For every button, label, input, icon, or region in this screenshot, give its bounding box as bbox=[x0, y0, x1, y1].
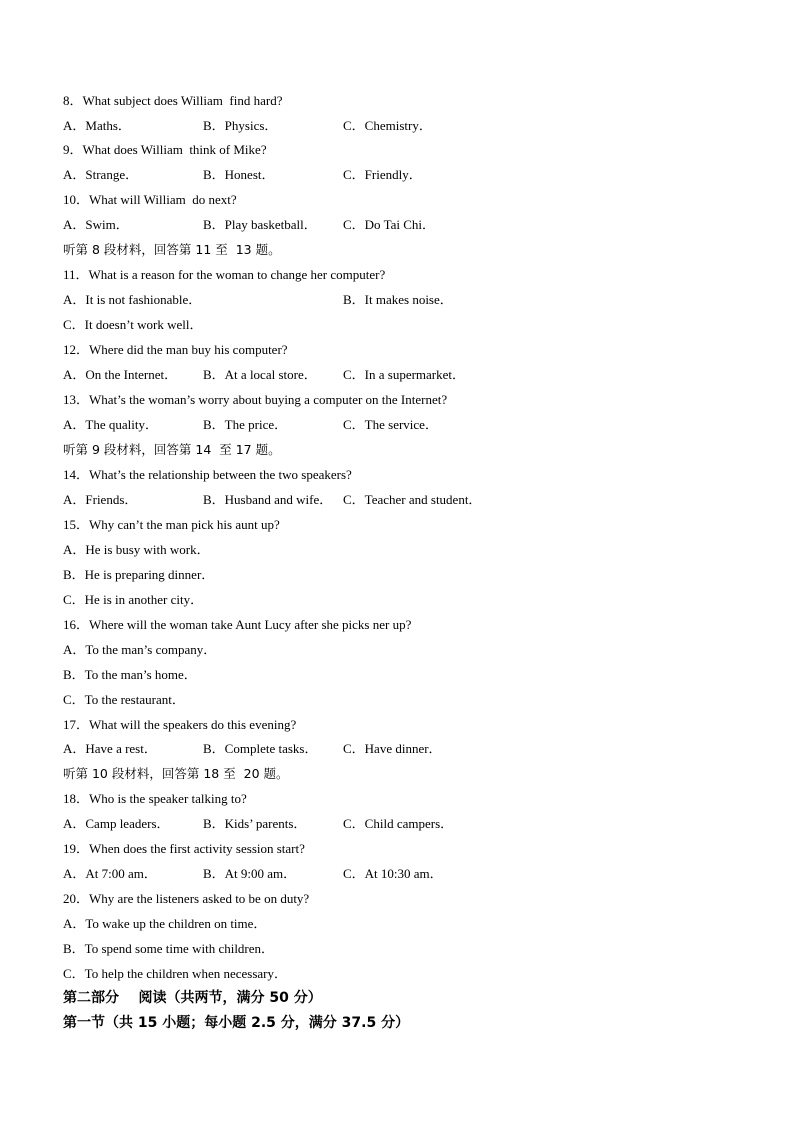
option-a: A．To wake up the children on time． bbox=[63, 916, 267, 931]
option-b: B．Complete tasks． bbox=[203, 741, 318, 756]
option-b: B．The price． bbox=[203, 417, 288, 432]
option-b: B．At 9:00 am． bbox=[203, 866, 297, 881]
question-18: 18．Who is the speaker talking to? bbox=[63, 791, 247, 806]
option-c: C．Have dinner． bbox=[343, 741, 442, 756]
part-2-heading: 第二部分 阅读（共两节，满分 50 分） bbox=[63, 990, 322, 1006]
passage-10-instruction: 听第 10 段材料，回答第 18 至 20 题。 bbox=[63, 766, 289, 781]
option-a: A．To the man’s company． bbox=[63, 642, 217, 657]
option-c: C．To the restaurant． bbox=[63, 692, 185, 707]
question-9: 9．What does William think of Mike? bbox=[63, 142, 267, 157]
question-14: 14．What’s the relationship between the two speakers? bbox=[63, 467, 352, 482]
option-b: B．Play basketball． bbox=[203, 217, 317, 232]
options-row-14 bbox=[63, 487, 482, 512]
option-a: A．Have a rest． bbox=[63, 741, 157, 756]
option-b: B．To spend some time with children． bbox=[63, 941, 275, 956]
question-11: 11．What is a reason for the woman to change her computer? bbox=[63, 267, 386, 282]
option-a: A．At 7:00 am． bbox=[63, 866, 157, 881]
option-b: B．Kids’ parents． bbox=[203, 816, 307, 831]
option-b: B．Husband and wife． bbox=[203, 492, 333, 507]
question-17: 17．What will the speakers do this evening? bbox=[63, 717, 297, 732]
option-a: A．On the Internet． bbox=[63, 367, 178, 382]
option-c: C．At 10:30 am． bbox=[343, 866, 443, 881]
question-13: 13．What’s the woman’s worry about buying a computer on the Internet? bbox=[63, 392, 448, 407]
option-a: A．It is not fashionable． bbox=[63, 292, 202, 307]
option-c: C．It doesn’t work well． bbox=[63, 317, 203, 332]
option-a: A．Friends． bbox=[63, 492, 138, 507]
options-row-10 bbox=[63, 212, 436, 237]
section-1-heading: 第一节（共 15 小题；每小题 2.5 分，满分 37.5 分） bbox=[63, 1015, 410, 1031]
option-c: C．The service． bbox=[343, 417, 438, 432]
option-a: A．He is busy with work． bbox=[63, 542, 210, 557]
passage-8-instruction: 听第 8 段材料，回答第 11 至 13 题。 bbox=[63, 242, 281, 257]
question-16: 16．Where will the woman take Aunt Lucy after she picks ner up? bbox=[63, 617, 412, 632]
option-c: C．He is in another city． bbox=[63, 592, 204, 607]
option-b: B．Physics． bbox=[203, 118, 278, 133]
option-b: B．It makes noise． bbox=[343, 292, 453, 307]
options-row-12 bbox=[63, 362, 466, 387]
option-c: C．Chemistry． bbox=[343, 118, 432, 133]
option-b: B．To the man’s home． bbox=[63, 667, 197, 682]
options-row-19 bbox=[63, 861, 443, 886]
option-a: A．Swim． bbox=[63, 217, 129, 232]
options-row-11 bbox=[63, 287, 453, 312]
question-19: 19．When does the first activity session start? bbox=[63, 841, 305, 856]
option-a: A．Maths． bbox=[63, 118, 131, 133]
option-c: C．In a supermarket． bbox=[343, 367, 466, 382]
option-c: C．To help the children when necessary． bbox=[63, 966, 287, 981]
option-b: B．Honest． bbox=[203, 167, 275, 182]
option-c: C．Child campers． bbox=[343, 816, 454, 831]
options-row-18 bbox=[63, 811, 454, 836]
options-row-9 bbox=[63, 162, 422, 187]
question-12: 12．Where did the man buy his computer? bbox=[63, 342, 288, 357]
options-row-17 bbox=[63, 736, 442, 761]
option-c: C．Teacher and student． bbox=[343, 492, 482, 507]
option-c: C．Do Tai Chi． bbox=[343, 217, 436, 232]
option-a: A．Strange． bbox=[63, 167, 139, 182]
question-10: 10．What will William do next? bbox=[63, 192, 237, 207]
option-b: B．At a local store． bbox=[203, 367, 317, 382]
option-a: A．The quality． bbox=[63, 417, 158, 432]
passage-9-instruction: 听第 9 段材料，回答第 14 至 17 题。 bbox=[63, 442, 281, 457]
option-b: B．He is preparing dinner． bbox=[63, 567, 215, 582]
question-8: 8．What subject does William find hard? bbox=[63, 93, 283, 108]
question-15: 15．Why can’t the man pick his aunt up? bbox=[63, 517, 280, 532]
options-row-13 bbox=[63, 412, 438, 437]
option-a: A．Camp leaders． bbox=[63, 816, 170, 831]
question-20: 20．Why are the listeners asked to be on duty? bbox=[63, 891, 310, 906]
options-row-8 bbox=[63, 113, 432, 138]
option-c: C．Friendly． bbox=[343, 167, 422, 182]
